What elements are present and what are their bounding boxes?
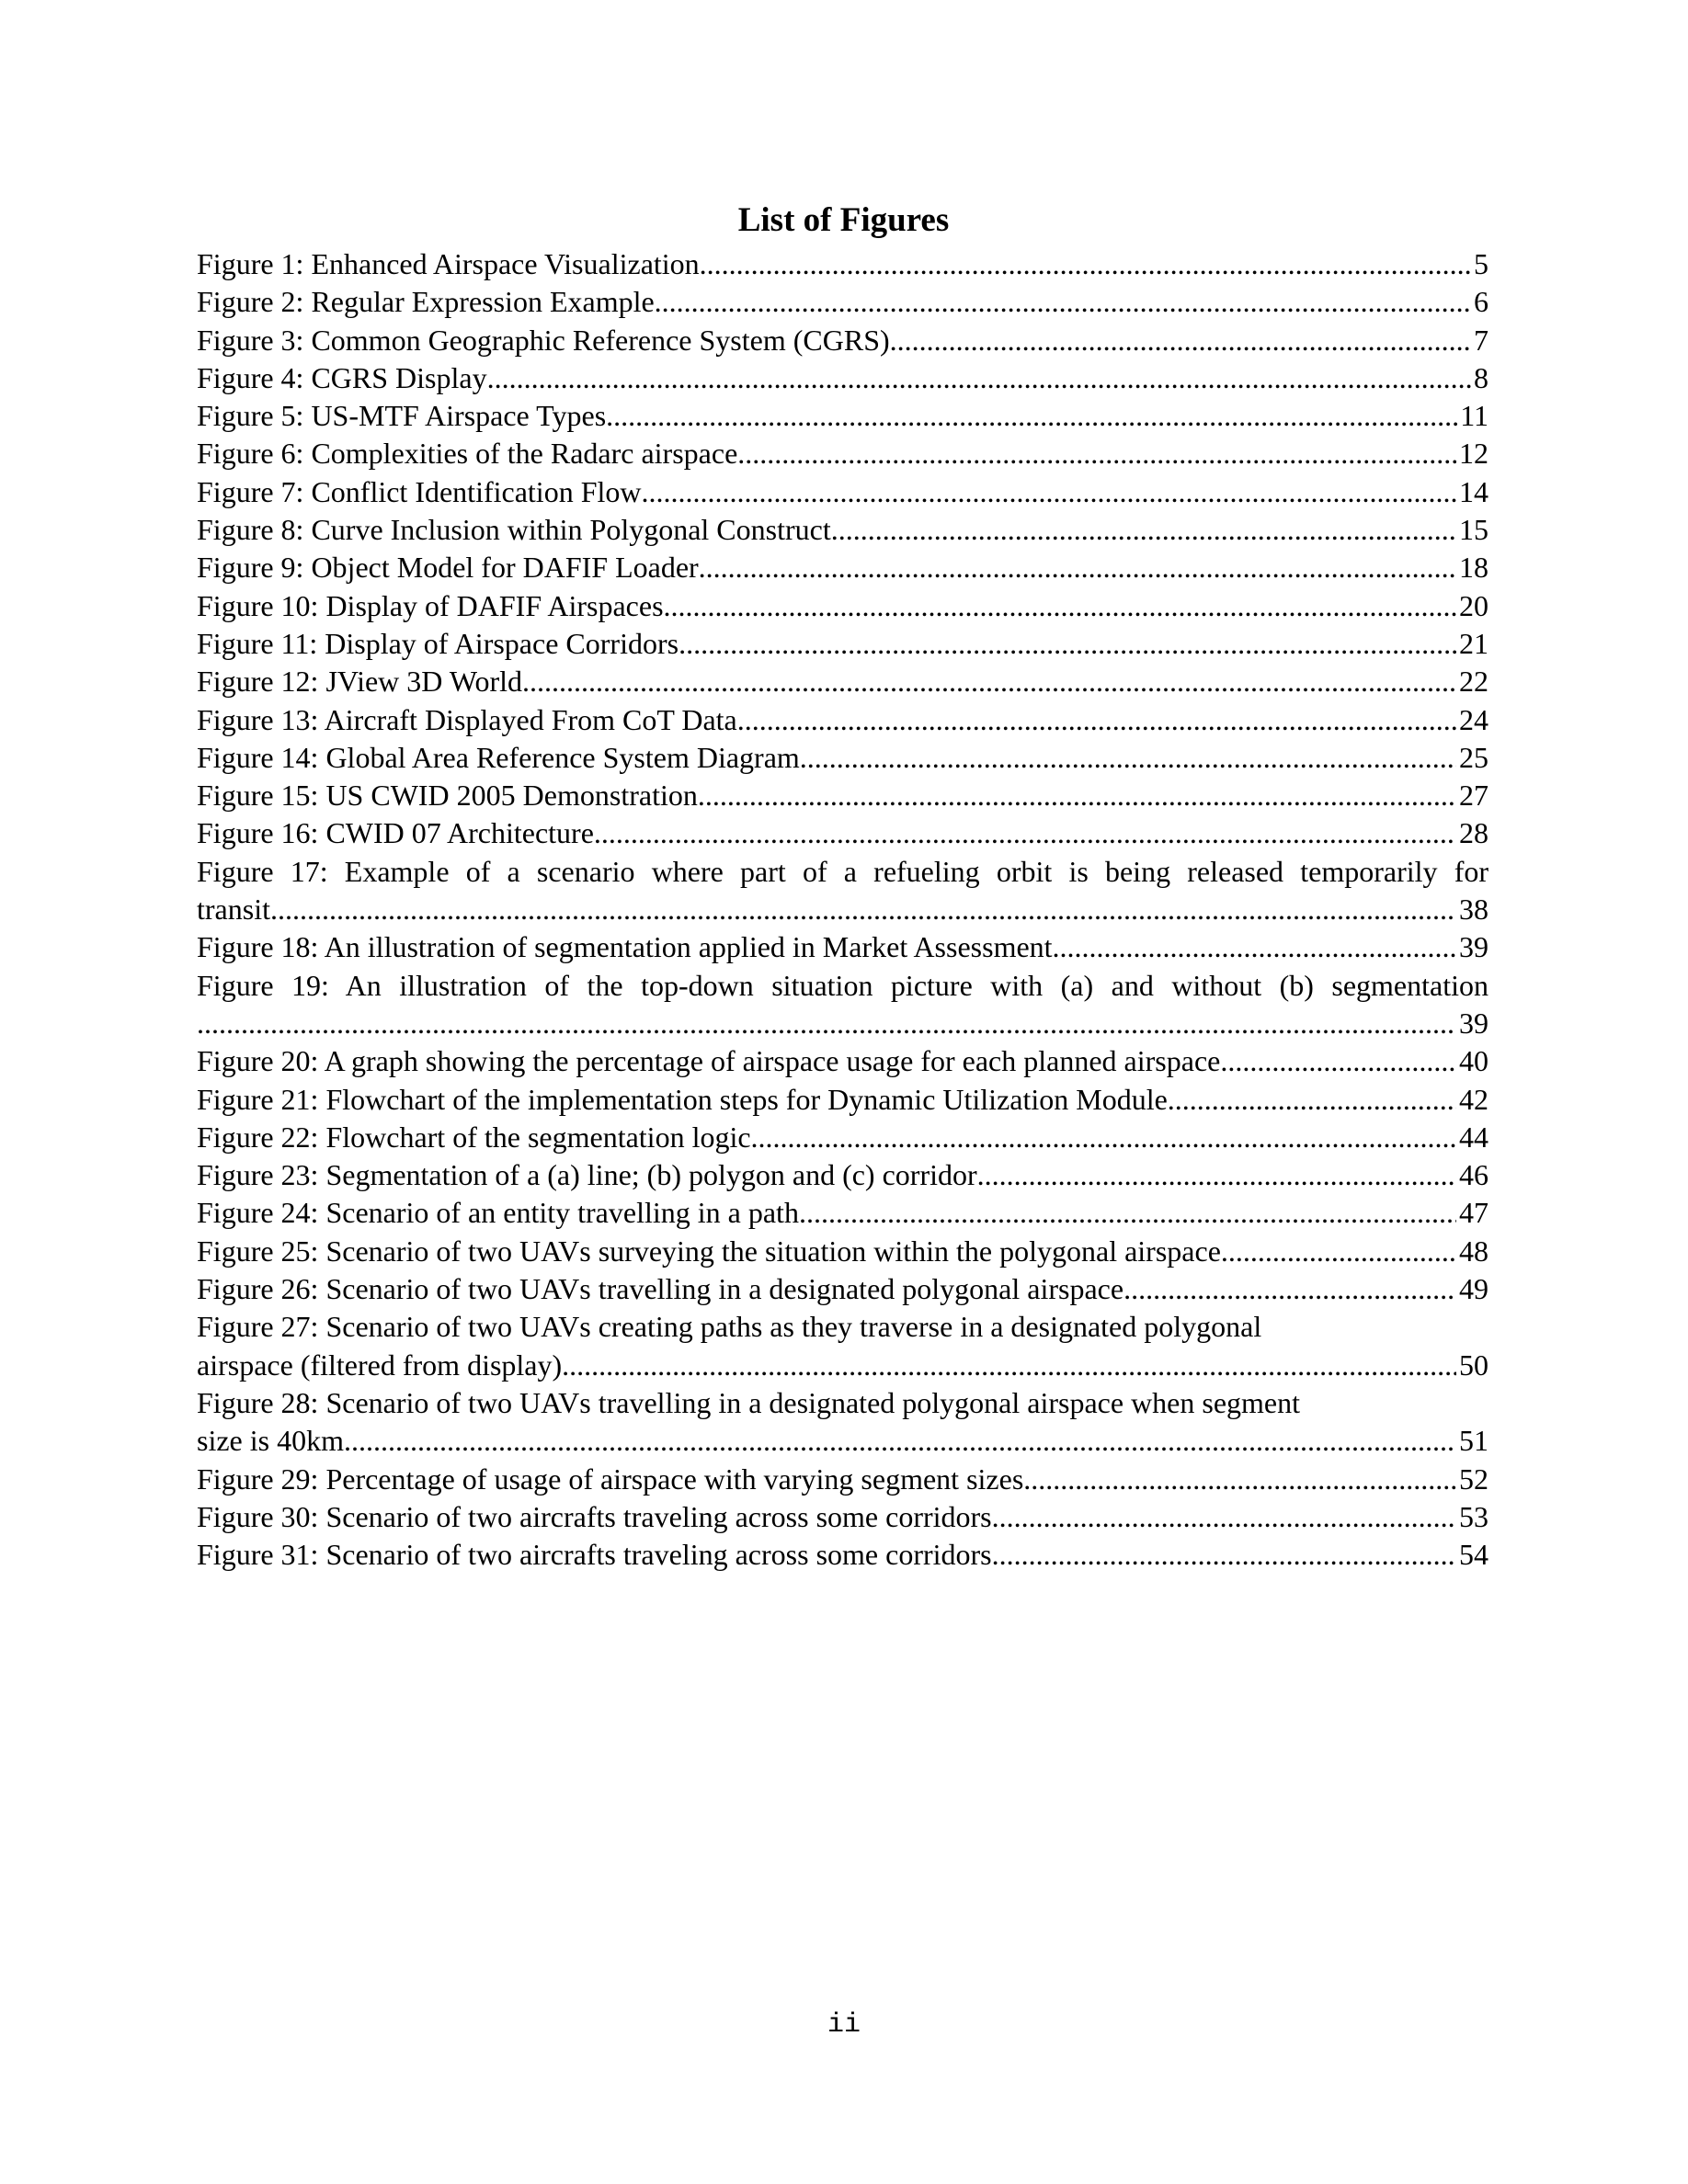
figure-entry-row	[197, 1536, 1488, 1574]
dot-leader	[992, 1498, 1456, 1536]
figure-entry-page-number: 44	[1459, 1120, 1488, 1154]
dot-leader	[655, 283, 1471, 321]
figure-entry[interactable]	[197, 1308, 1488, 1384]
figure-entry[interactable]	[197, 814, 1488, 852]
dot-leader	[699, 549, 1456, 586]
figure-entry-label: Figure 13: Aircraft Displayed From CoT Data	[197, 702, 737, 736]
dot-leader	[487, 359, 1471, 397]
figure-entry-page-number: 15	[1459, 513, 1488, 547]
figure-entry[interactable]	[197, 1194, 1488, 1232]
figure-entry-page-number: 48	[1459, 1234, 1488, 1268]
dot-leader	[664, 587, 1456, 625]
figure-entry-page-number: 21	[1459, 626, 1488, 660]
figure-entry[interactable]	[197, 1156, 1488, 1194]
figure-entry-page-number: 49	[1459, 1272, 1488, 1306]
figure-entry-page-number: 6	[1474, 285, 1488, 319]
figure-entry-label: Figure 12: JView 3D World	[197, 665, 522, 699]
figure-entry[interactable]	[197, 435, 1488, 472]
figure-entry-page-number: 14	[1459, 474, 1488, 508]
figure-entry-row	[197, 283, 1488, 321]
dot-leader	[1053, 928, 1456, 966]
figure-entry-page-number: 7	[1474, 323, 1488, 357]
figure-entry-label: size is 40km	[197, 1424, 344, 1458]
figure-entry-row	[197, 1081, 1488, 1119]
figure-entry[interactable]	[197, 245, 1488, 283]
figure-entry-row	[197, 587, 1488, 625]
figure-entry-row	[197, 928, 1488, 966]
figure-entry-label: Figure 7: Conflict Identification Flow	[197, 474, 642, 508]
figure-entry-row	[197, 322, 1488, 359]
dot-leader	[1023, 1461, 1456, 1498]
figure-entry-label: Figure 15: US CWID 2005 Demonstration	[197, 779, 698, 813]
figure-entry-page-number: 51	[1459, 1424, 1488, 1458]
figure-entry-row	[197, 1233, 1488, 1270]
figure-entry-row	[197, 435, 1488, 472]
figure-list	[197, 245, 1488, 1574]
figure-entry[interactable]	[197, 928, 1488, 966]
figure-entry-title-line: Figure 27: Scenario of two UAVs creating paths as they traverse in a designated polygonal	[197, 1310, 1262, 1344]
dot-leader	[522, 663, 1456, 700]
dot-leader	[1221, 1233, 1456, 1270]
figure-entry-title-line: Figure 28: Scenario of two UAVs travelling in a designated polygonal airspace when segment	[197, 1385, 1301, 1419]
figure-entry-row	[197, 1347, 1488, 1384]
dot-leader	[344, 1422, 1456, 1460]
dot-leader	[737, 435, 1456, 472]
figure-entry-page-number: 24	[1459, 702, 1488, 736]
figure-entry-label: Figure 2: Regular Expression Example	[197, 285, 655, 319]
figure-entry-label: Figure 21: Flowchart of the implementation steps for Dynamic Utilization Module	[197, 1082, 1168, 1116]
figure-entry[interactable]	[197, 397, 1488, 435]
figure-entry[interactable]	[197, 625, 1488, 663]
figure-entry[interactable]	[197, 1498, 1488, 1536]
figure-entry-label: Figure 3: Common Geographic Reference System (CGRS)	[197, 323, 890, 357]
figure-entry-label: Figure 16: CWID 07 Architecture	[197, 816, 594, 850]
figure-entry[interactable]	[197, 549, 1488, 586]
figure-entry[interactable]	[197, 1233, 1488, 1270]
dot-leader	[606, 397, 1457, 435]
figure-entry-label: Figure 29: Percentage of usage of airspace with varying segment sizes	[197, 1462, 1024, 1496]
figure-entry[interactable]	[197, 1270, 1488, 1308]
figure-entry[interactable]	[197, 1042, 1488, 1080]
dot-leader	[890, 322, 1471, 359]
figure-entry-row	[197, 1270, 1488, 1308]
figure-entry-page-number: 12	[1459, 437, 1488, 471]
figure-entry-page-number: 11	[1460, 399, 1488, 433]
figure-entry-row	[197, 777, 1488, 814]
dot-leader	[799, 1194, 1456, 1232]
figure-entry-label: Figure 26: Scenario of two UAVs travelling in a designated polygonal airspace	[197, 1272, 1124, 1306]
figure-entry-title-line: Figure 19: An illustration of the top-down situation picture with (a) and without (b) segmentation	[197, 968, 1488, 1002]
figure-entry[interactable]	[197, 511, 1488, 549]
figure-entry-page-number: 53	[1459, 1499, 1488, 1533]
figure-entry-label: Figure 4: CGRS Display	[197, 360, 487, 394]
figure-entry-page-number: 39	[1459, 1006, 1488, 1040]
figure-entry-row	[197, 511, 1488, 549]
dot-leader	[641, 473, 1456, 511]
figure-entry[interactable]	[197, 587, 1488, 625]
page-title: List of Figures	[737, 201, 950, 239]
figure-entry-label: Figure 8: Curve Inclusion within Polygonal Construct	[197, 513, 831, 547]
figure-entry[interactable]	[197, 967, 1488, 1043]
figure-entry-label: Figure 31: Scenario of two aircrafts traveling across some corridors	[197, 1538, 992, 1572]
list-of-figures-page	[197, 197, 1488, 1574]
figure-entry-row	[197, 663, 1488, 700]
figure-entry-page-number: 50	[1459, 1348, 1488, 1382]
figure-entry-label: transit	[197, 893, 270, 927]
figure-entry-row	[197, 625, 1488, 663]
figure-entry[interactable]	[197, 1119, 1488, 1156]
dot-leader	[737, 701, 1456, 739]
figure-entry-page-number: 18	[1459, 551, 1488, 585]
figure-entry-page-number: 38	[1459, 893, 1488, 927]
figure-entry-label: Figure 10: Display of DAFIF Airspaces	[197, 588, 664, 622]
figure-entry[interactable]	[197, 853, 1488, 929]
figure-entry-page-number: 25	[1459, 740, 1488, 774]
figure-entry-label: Figure 1: Enhanced Airspace Visualization	[197, 247, 700, 280]
figure-entry-page-number: 46	[1459, 1158, 1488, 1192]
dot-leader	[1220, 1042, 1456, 1080]
figure-entry-page-number: 28	[1459, 816, 1488, 850]
figure-entry[interactable]	[197, 359, 1488, 397]
figure-entry-row	[197, 473, 1488, 511]
figure-entry-row	[197, 1461, 1488, 1498]
figure-entry[interactable]	[197, 1081, 1488, 1119]
dot-leader	[1168, 1081, 1456, 1119]
dot-leader	[831, 511, 1456, 549]
figure-entry[interactable]	[197, 663, 1488, 700]
figure-entry-label: Figure 25: Scenario of two UAVs surveying the situation within the polygonal airspace	[197, 1234, 1221, 1268]
figure-entry-row	[197, 891, 1488, 928]
figure-entry-label: Figure 30: Scenario of two aircrafts traveling across some corridors	[197, 1499, 992, 1533]
figure-entry-page-number: 47	[1459, 1196, 1488, 1230]
figure-entry-row	[197, 1498, 1488, 1536]
figure-entry-page-number: 39	[1459, 930, 1488, 964]
figure-entry-row	[197, 814, 1488, 852]
figure-entry-label: Figure 24: Scenario of an entity travelling in a path	[197, 1196, 799, 1230]
figure-entry-row	[197, 1422, 1488, 1460]
figure-entry-row	[197, 245, 1488, 283]
dot-leader	[992, 1536, 1456, 1574]
figure-entry-label: Figure 11: Display of Airspace Corridors	[197, 626, 679, 660]
figure-entry-page-number: 20	[1459, 588, 1488, 622]
figure-entry-page-number: 40	[1459, 1044, 1488, 1078]
figure-entry-row	[197, 549, 1488, 586]
figure-entry-label: Figure 6: Complexities of the Radarc airspace	[197, 437, 738, 471]
figure-entry-row	[197, 1119, 1488, 1156]
figure-entry-row	[197, 359, 1488, 397]
figure-entry-page-number: 5	[1474, 247, 1488, 280]
dot-leader	[270, 891, 1456, 928]
figure-entry-label: Figure 9: Object Model for DAFIF Loader	[197, 551, 699, 585]
figure-entry-label: Figure 18: An illustration of segmentation applied in Market Assessment	[197, 930, 1053, 964]
figure-entry[interactable]	[197, 777, 1488, 814]
figure-entry-row	[197, 1194, 1488, 1232]
figure-entry-label: Figure 14: Global Area Reference System Diagram	[197, 740, 800, 774]
figure-entry-page-number: 27	[1459, 779, 1488, 813]
figure-entry-page-number: 8	[1474, 360, 1488, 394]
dot-leader	[700, 245, 1471, 283]
figure-entry-row	[197, 1005, 1488, 1042]
figure-entry-row	[197, 1042, 1488, 1080]
figure-entry-row	[197, 1156, 1488, 1194]
page-number-footer: ii	[827, 2009, 861, 2041]
figure-entry[interactable]	[197, 701, 1488, 739]
figure-entry-row	[197, 397, 1488, 435]
figure-entry-row	[197, 701, 1488, 739]
dot-leader	[977, 1156, 1456, 1194]
figure-entry-label: Figure 22: Flowchart of the segmentation logic	[197, 1120, 751, 1154]
dot-leader	[679, 625, 1456, 663]
figure-entry-page-number: 42	[1459, 1082, 1488, 1116]
figure-entry-page-number: 54	[1459, 1538, 1488, 1572]
figure-entry-label: Figure 20: A graph showing the percentage of airspace usage for each planned airspace	[197, 1044, 1221, 1078]
figure-entry-title-line: Figure 17: Example of a scenario where part of a refueling orbit is being released temporarily for	[197, 854, 1488, 888]
dot-leader	[698, 777, 1456, 814]
dot-leader	[562, 1347, 1456, 1384]
figure-entry[interactable]	[197, 1536, 1488, 1574]
figure-entry-row	[197, 739, 1488, 777]
figure-entry[interactable]	[197, 1384, 1488, 1461]
figure-entry[interactable]	[197, 1461, 1488, 1498]
figure-entry-page-number: 52	[1459, 1462, 1488, 1496]
dot-leader	[197, 1005, 1456, 1042]
figure-entry[interactable]	[197, 473, 1488, 511]
dot-leader	[800, 739, 1456, 777]
figure-entry[interactable]	[197, 283, 1488, 321]
figure-entry[interactable]	[197, 739, 1488, 777]
figure-entry-label: Figure 5: US-MTF Airspace Types	[197, 399, 607, 433]
figure-entry-page-number: 22	[1459, 665, 1488, 699]
dot-leader	[1123, 1270, 1456, 1308]
dot-leader	[751, 1119, 1456, 1156]
figure-entry-label: Figure 23: Segmentation of a (a) line; (b) polygon and (c) corridor	[197, 1158, 977, 1192]
dot-leader	[594, 814, 1456, 852]
figure-entry[interactable]	[197, 322, 1488, 359]
figure-entry-label: airspace (filtered from display)	[197, 1348, 563, 1382]
